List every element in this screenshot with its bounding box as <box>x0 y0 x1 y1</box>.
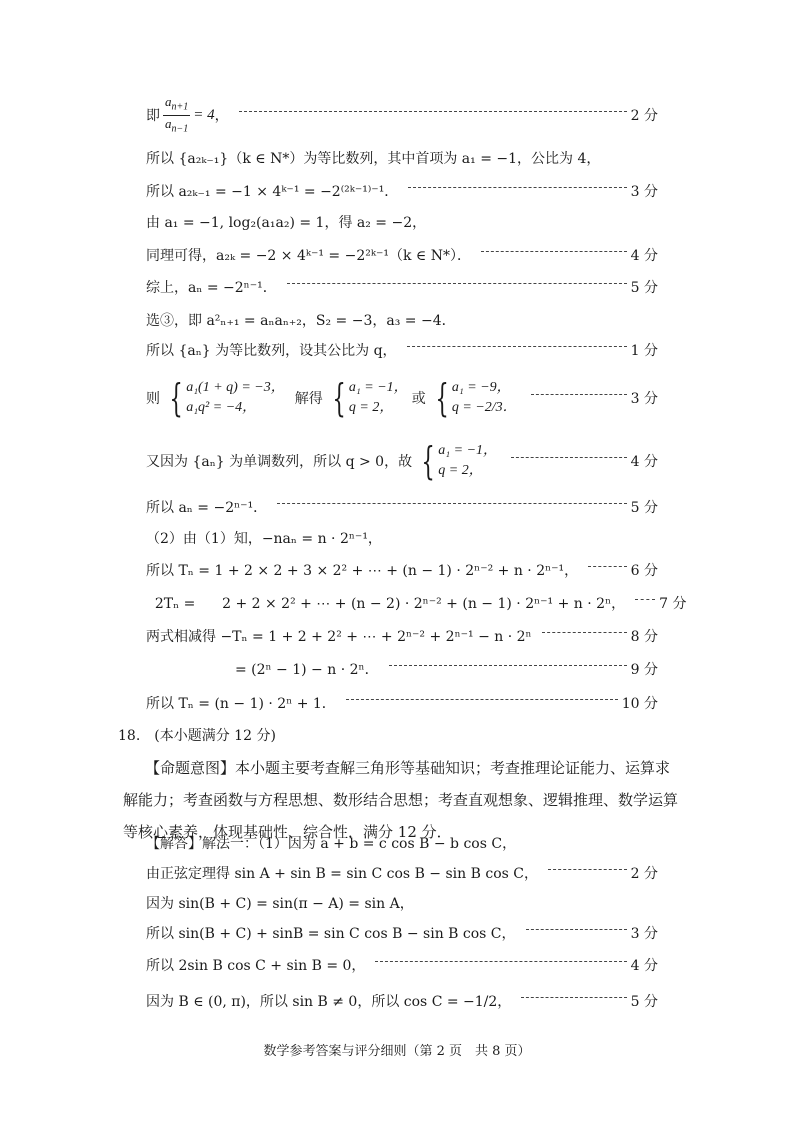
line-text: 所以 {aₙ} 为等比数列，设其公比为 q， <box>146 343 397 359</box>
line-text: 所以 sin(B + C) + sinB = sin C cos B − sin B cos C， <box>146 926 516 942</box>
equation: a₁q² = −4， <box>186 400 257 415</box>
line-2 <box>146 143 658 173</box>
leader-dots <box>375 961 626 962</box>
leader-dots <box>531 394 627 395</box>
line-3 <box>146 176 658 206</box>
line-text: 因为 B ∈ (0, π)，所以 sin B ≠ 0，所以 cos C = −1/2， <box>146 994 512 1010</box>
equation: q = −2/3． <box>451 400 517 415</box>
leader-dots <box>277 503 626 504</box>
leader-dots <box>287 283 627 284</box>
equation-system-c: { a₁ = −9， q = −2/3． <box>435 376 517 420</box>
score: 3 分 <box>630 926 658 942</box>
line-text: 所以 2sin B cos C + sin B = 0， <box>146 958 366 974</box>
score: 6 分 <box>630 563 658 579</box>
answer-intro: 【解答】解法一：（1）因为 a + b = c cos B − b cos C， <box>146 836 517 852</box>
or-label: 或 <box>411 391 426 407</box>
fraction: $\frac{a_{n+1}}{a_{n-1}}$ <box>165 93 189 135</box>
leader-dots <box>239 111 627 112</box>
line-12 <box>146 523 658 553</box>
leader-dots <box>389 665 627 666</box>
leader-dots <box>548 869 627 870</box>
line-7 <box>146 305 658 335</box>
score: 4 分 <box>630 454 658 470</box>
line-text: 两式相减得 −Tₙ = 1 + 2 + 2² + ⋯ + 2ⁿ⁻² + 2ⁿ⁻¹ − n · 2ⁿ <box>146 629 532 645</box>
equation-system-d: { a₁ = −1， q = 2， <box>421 439 498 483</box>
score: 5 分 <box>630 994 658 1010</box>
score: 1 分 <box>630 343 658 359</box>
line-16 <box>146 654 658 684</box>
line-text: 所以 Tₙ = (n − 1) · 2ⁿ + 1． <box>146 696 336 712</box>
equation-system-b: { a₁ = −1， q = 2， <box>332 376 408 420</box>
leader-dots <box>635 599 655 600</box>
score: 3 分 <box>630 391 658 407</box>
score: 4 分 <box>630 248 658 264</box>
answer-intro-line <box>146 828 658 858</box>
line-15 <box>146 621 658 651</box>
line-4 <box>146 207 658 237</box>
leader-dots <box>526 929 627 930</box>
leader-dots <box>407 346 627 347</box>
line-text: 所以 {a₂ₖ₋₁}（k ∈ N*）为等比数列，其中首项为 a₁ = −1，公比为 4， <box>146 151 601 167</box>
leader-dots <box>542 632 627 633</box>
line-text: 所以 Tₙ = 1 + 2 × 2 + 3 × 2² + ⋯ + (n − 1) · 2ⁿ⁻² + n · 2ⁿ⁻¹， <box>146 563 579 579</box>
system-prefix: 则 <box>146 391 160 407</box>
equation-system-line <box>146 372 658 424</box>
line-13 <box>146 555 658 585</box>
line-text: 选③，即 a²ₙ₊₁ = aₙaₙ₊₂，S₂ = −3，a₃ = −4． <box>146 313 456 329</box>
line2-3 <box>146 918 658 948</box>
leader-dots <box>408 187 626 188</box>
equation: q = 2， <box>438 463 483 478</box>
intent-text: 【命题意图】本小题主要考查解三角形等基础知识；考查推理论证能力、运算求解能力；考查函数与方程思想、数形结合思想；考查直观想象、逻辑推理、数学运算等核心素养，体现基础性、综合性．满分 12 分． <box>123 759 679 841</box>
score: 9 分 <box>630 662 658 678</box>
leader-dots <box>511 457 627 458</box>
line2-5 <box>146 986 658 1016</box>
equation: a₁ = −1， <box>348 380 408 395</box>
section-18-heading: 18. (本小题满分 12 分) <box>118 728 276 744</box>
line-text: 由正弦定理得 sin A + sin B = sin C cos B − sin B cos C， <box>146 866 538 882</box>
equation-system-a: { a₁(1 + q) = −3， a₁q² = −4， <box>169 376 285 420</box>
score: 5 分 <box>630 280 658 296</box>
leader-dots <box>481 251 627 252</box>
equation: q = 2， <box>348 400 394 415</box>
line-text: = (2ⁿ − 1) − n · 2ⁿ． <box>146 662 379 678</box>
line-11 <box>146 492 658 522</box>
leader-dots <box>521 997 626 998</box>
line2-4 <box>146 950 658 980</box>
score: 7 分 <box>659 596 687 612</box>
score: 8 分 <box>630 629 658 645</box>
leader-dots <box>588 566 626 567</box>
score: 2 分 <box>630 108 658 124</box>
leader-dots <box>346 699 618 700</box>
line2-2 <box>146 888 658 918</box>
line-1-text: 即 <box>146 108 160 124</box>
line-5 <box>146 240 658 270</box>
equation: a₁(1 + q) = −3， <box>186 380 285 395</box>
line-text: 所以 aₙ = −2ⁿ⁻¹． <box>146 500 268 516</box>
page-footer: 数学参考答案与评分细则（第 2 页 共 8 页） <box>263 1044 531 1059</box>
equation-system-line-2 <box>146 436 658 486</box>
line-text: （2）由（1）知，−naₙ = n · 2ⁿ⁻¹， <box>146 531 382 547</box>
line-1: 即 $\frac{a_{n+1}}{a_{n-1}}$ = 4 ， 2 分 <box>146 93 658 135</box>
line2-1 <box>146 858 658 888</box>
line-8 <box>146 335 658 365</box>
system-prefix: 又因为 {aₙ} 为单调数列，所以 q > 0，故 <box>146 454 413 470</box>
section-heading <box>118 720 658 750</box>
line-17 <box>146 688 658 718</box>
score: 2 分 <box>630 866 658 882</box>
line-6 <box>146 272 658 302</box>
line-text: 所以 a₂ₖ₋₁ = −1 × 4ᵏ⁻¹ = −2⁽²ᵏ⁻¹⁾⁻¹． <box>146 184 399 200</box>
line-text: 由 a₁ = −1, log₂(a₁a₂) = 1，得 a₂ = −2， <box>146 215 427 231</box>
line-14 <box>146 588 687 618</box>
score: 10 分 <box>621 696 658 712</box>
line-text: 2Tₙ = 2 + 2 × 2² + ⋯ + (n − 2) · 2ⁿ⁻² + (n − 1) · 2ⁿ⁻¹ + n · 2ⁿ， <box>146 596 626 612</box>
line-text: 因为 sin(B + C) = sin(π − A) = sin A， <box>146 896 414 912</box>
line-text: 同理可得，a₂ₖ = −2 × 4ᵏ⁻¹ = −2²ᵏ⁻¹（k ∈ N*）． <box>146 248 471 264</box>
score: 3 分 <box>630 184 658 200</box>
line-text: 综上，aₙ = −2ⁿ⁻¹． <box>146 280 277 296</box>
solve-label: 解得 <box>294 391 323 407</box>
equation: a₁ = −9， <box>451 380 511 395</box>
score: 5 分 <box>630 500 658 516</box>
equation: a₁ = −1， <box>438 443 498 458</box>
score: 4 分 <box>630 958 658 974</box>
